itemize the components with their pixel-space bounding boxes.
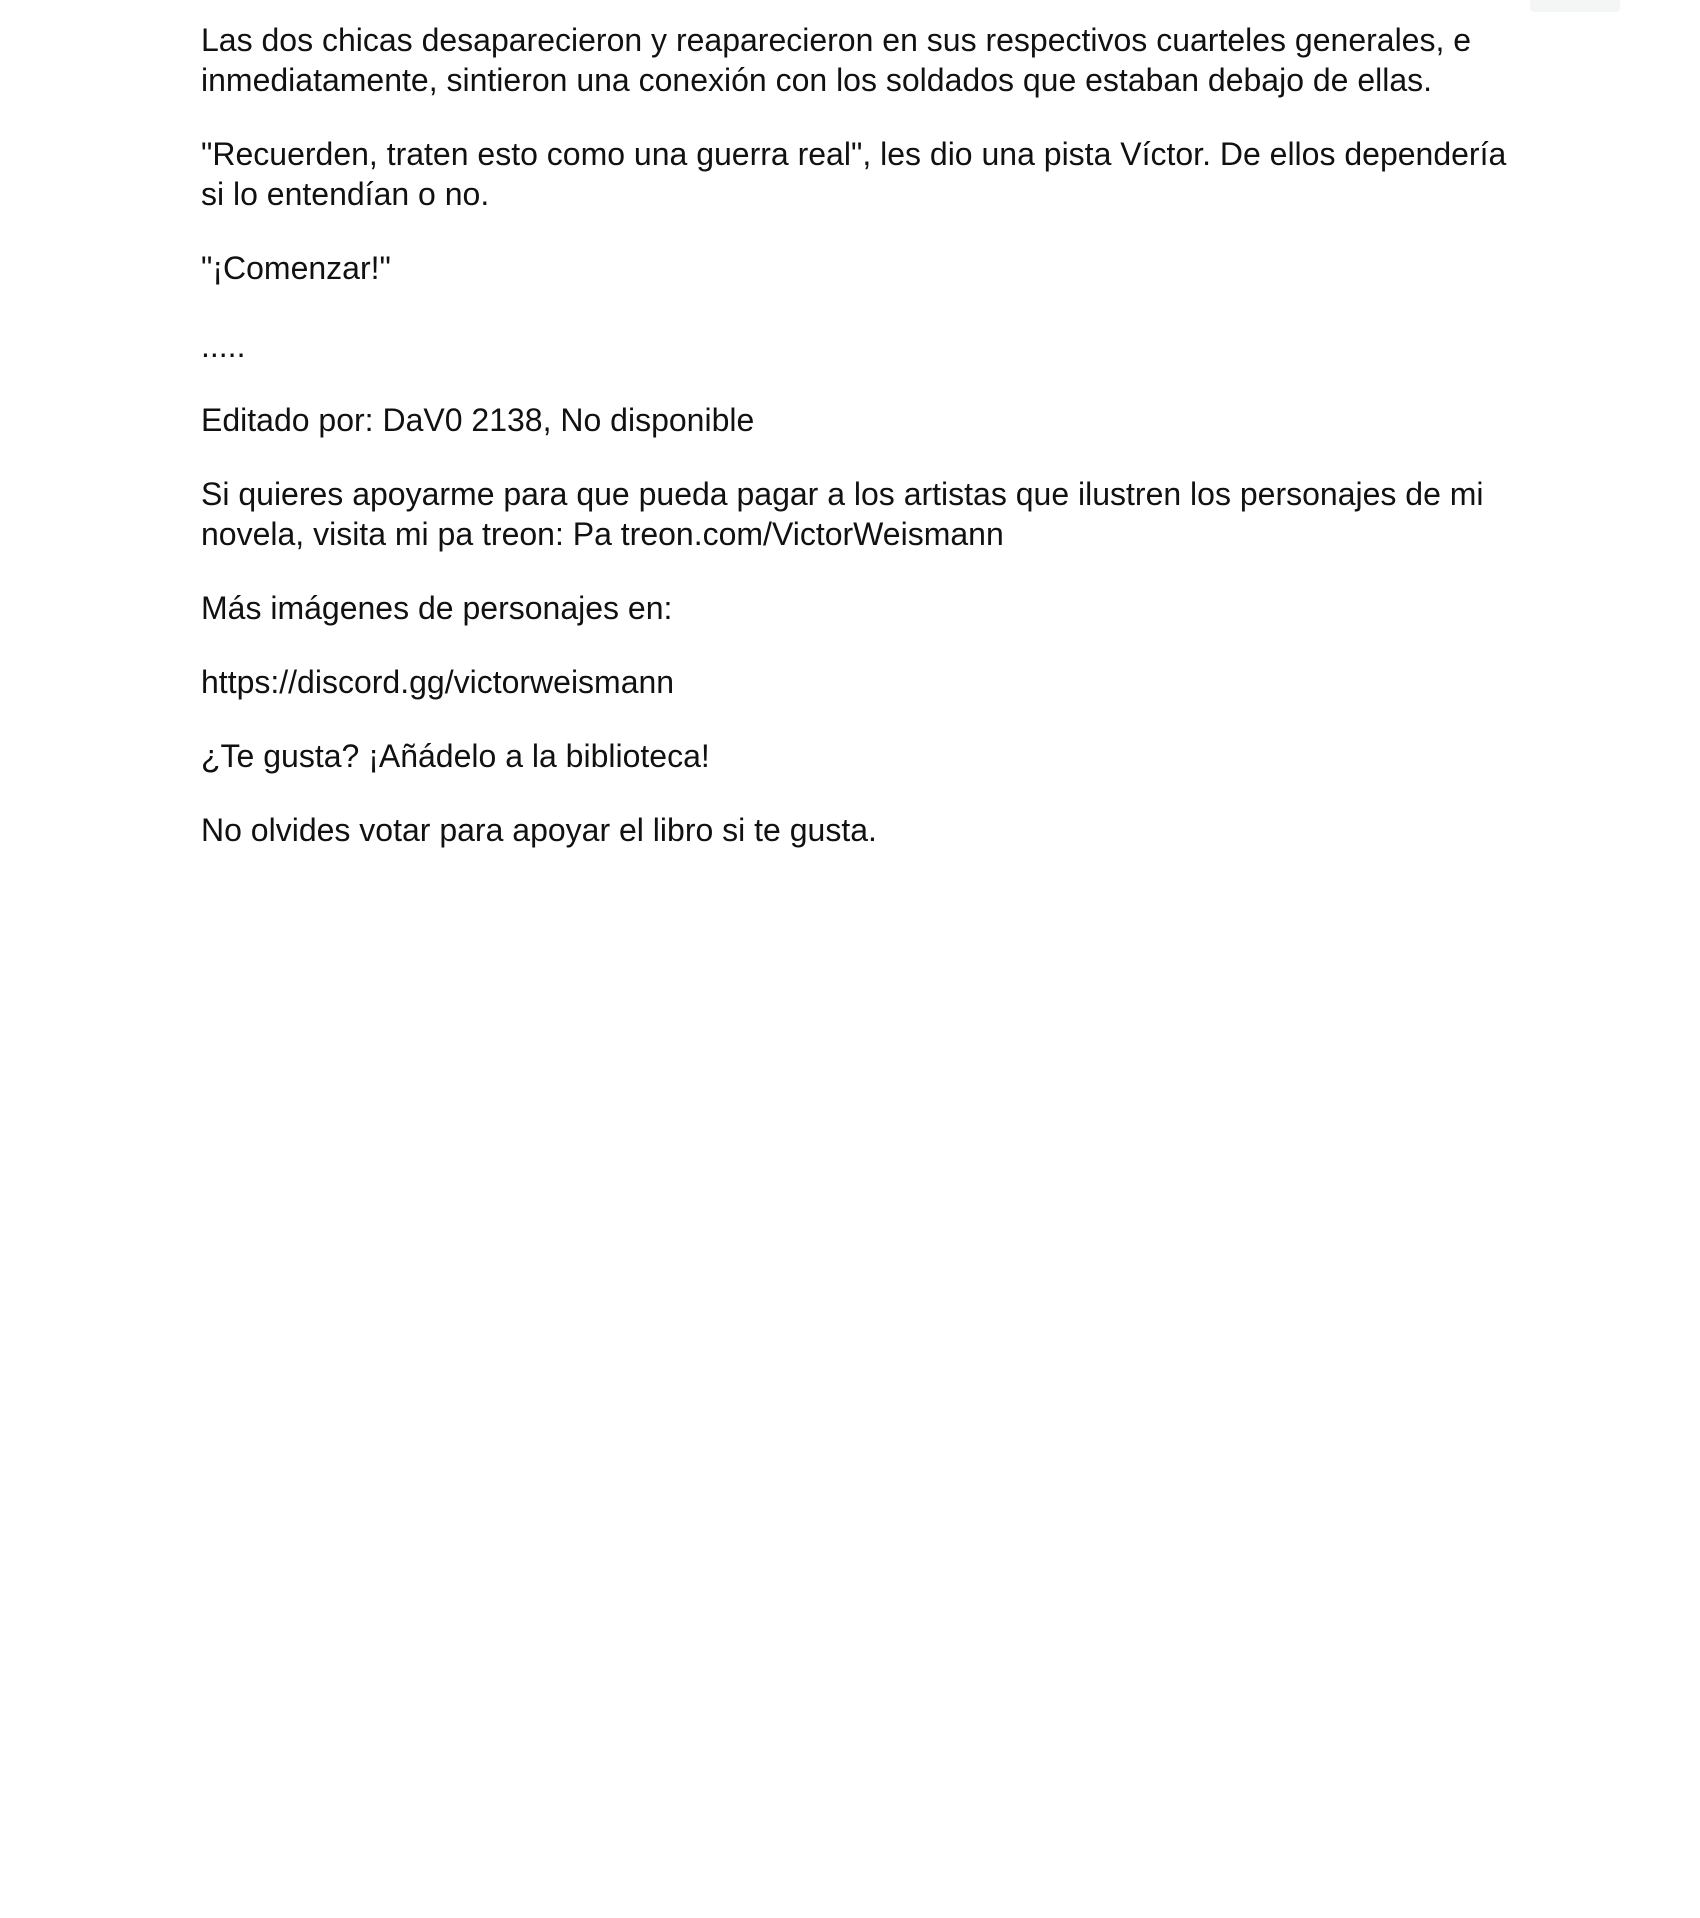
vote-prompt: No olvides votar para apoyar el libro si te gusta. [201,812,877,848]
section-separator: ..... [201,328,246,364]
discord-link[interactable]: https://discord.gg/victorweismann [201,664,675,700]
paragraph-narration: Las dos chicas desaparecieron y reaparecieron en sus respectivos cuarteles generales, e inmediatamente, sintieron una conexión con los soldados que estaban debajo de ellas. [201,22,1480,98]
character-images-note: Más imágenes de personajes en: [201,590,673,626]
library-prompt: ¿Te gusta? ¡Añádelo a la biblioteca! [201,738,710,774]
page-corner-tab [1530,0,1620,12]
document-body [201,20,1521,884]
editor-credit: Editado por: DaV0 2138, No disponible [201,402,755,438]
paragraph-victor-quote: "Recuerden, traten esto como una guerra real", les dio una pista Víctor. De ellos dependería si lo entendían o no. [201,136,1516,212]
paragraph-comenzar: "¡Comenzar!" [201,250,391,286]
patreon-note: Si quieres apoyarme para que pueda pagar a los artistas que ilustren los personajes de mi novela, visita mi pa treon: Pa treon.com/VictorWeismann [201,476,1493,552]
